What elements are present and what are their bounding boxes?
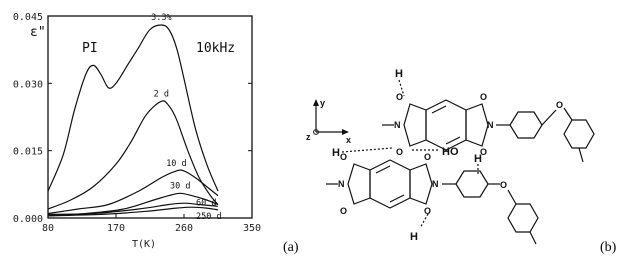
x-tick-label: 260 <box>174 223 194 234</box>
x-tick-label: 350 <box>242 223 262 234</box>
svg-text:O: O <box>340 206 348 216</box>
h-atom-lower: H <box>474 153 482 165</box>
series-label-0: 3.3% <box>151 12 172 23</box>
svg-text:N: N <box>487 120 494 130</box>
axis-y-label: y <box>320 98 326 108</box>
svg-text:O: O <box>556 100 564 110</box>
annotation-pi: PI <box>82 41 98 56</box>
x-tick-label: 170 <box>106 223 126 234</box>
svg-text:N: N <box>432 179 439 189</box>
svg-text:O: O <box>340 152 348 162</box>
axis-z-label: z <box>306 132 311 142</box>
svg-text:O: O <box>396 147 404 157</box>
panel-label-b: (b) <box>600 240 617 255</box>
x-axis-label: T(K) <box>131 239 157 250</box>
series-line-0 <box>48 25 218 191</box>
series-label-3: 30 d <box>169 181 191 192</box>
coordinate-axes <box>306 98 351 145</box>
h-atom-left: H <box>332 147 340 159</box>
y-axis-label: ε" <box>30 25 46 40</box>
svg-text:O: O <box>480 92 488 102</box>
h-atom-bottom: H <box>410 231 418 243</box>
upper-chain <box>332 68 594 162</box>
series-label-4: 60 d <box>196 198 217 209</box>
y-tick-label: 0.045 <box>12 12 43 23</box>
y-tick-label: 0.000 <box>12 214 43 225</box>
series-label-2: 10 d <box>166 158 187 169</box>
svg-text:O: O <box>424 152 432 162</box>
panel-label-a: (a) <box>283 240 299 255</box>
series-label-1: 2 d <box>153 89 170 100</box>
svg-text:O: O <box>480 147 488 157</box>
svg-text:O: O <box>424 206 432 216</box>
annotation-frequency: 10kHz <box>196 41 236 56</box>
svg-text:N: N <box>338 179 345 189</box>
x-tick-label: 80 <box>41 223 55 234</box>
svg-text:O: O <box>500 180 508 190</box>
h-atom-top: H <box>395 68 403 80</box>
dielectric-loss-chart <box>13 12 261 250</box>
pi-hydrogen-bond-structure <box>306 68 594 244</box>
series-curves <box>48 25 218 216</box>
svg-text:O: O <box>396 92 404 102</box>
axis-x-label: x <box>346 135 352 145</box>
x-axis-ticks <box>41 211 262 234</box>
svg-text:N: N <box>394 120 401 130</box>
hydroxyl-label: HO <box>442 146 459 158</box>
y-tick-label: 0.015 <box>12 146 43 158</box>
series-label-5: 250 d <box>196 211 222 222</box>
y-tick-label: 0.030 <box>12 79 43 91</box>
lower-chain <box>326 152 538 244</box>
